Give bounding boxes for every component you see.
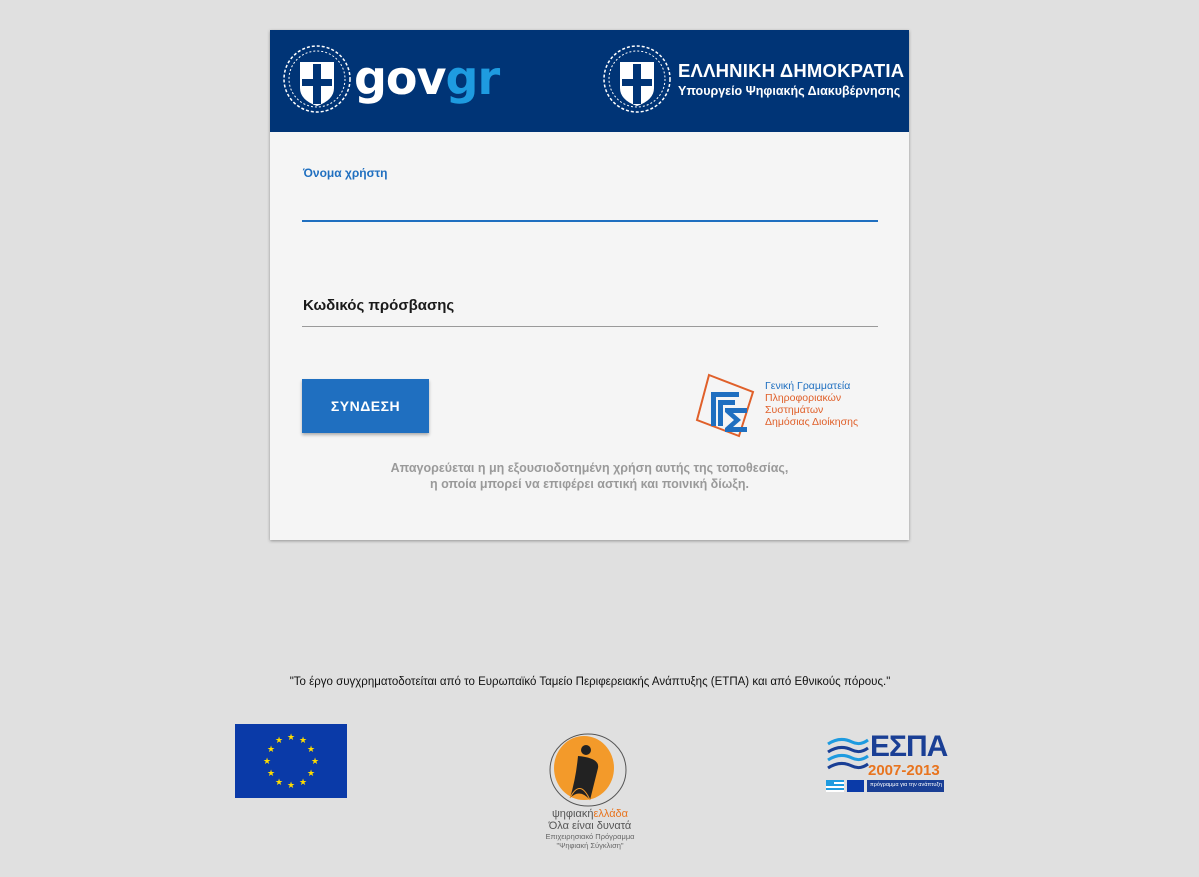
svg-text:★: ★ (262, 757, 272, 767)
republic-title-block (678, 60, 904, 98)
digital-greece-emblem-icon (520, 728, 660, 810)
svg-text:★: ★ (274, 778, 284, 788)
eu-flag-icon (235, 724, 347, 798)
legal-warning: Απαγορεύεται η μη εξουσιοδοτημένη χρήση αυτής της τοποθεσίας, η οποία μπορεί να επιφέρει αστική και ποινική δίωξη. (390, 461, 789, 491)
espa-subtitle: πρόγραμμα για την ανάπτυξη (870, 782, 942, 788)
header-banner (270, 30, 909, 132)
republic-title: ΕΛΛΗΝΙΚΗ ΔΗΜΟΚΡΑΤΙΑ (678, 60, 905, 81)
svg-text:★: ★ (286, 781, 296, 791)
svg-text:★: ★ (306, 769, 316, 779)
gspis-emblem-icon (695, 370, 759, 440)
svg-text:★: ★ (310, 757, 320, 767)
svg-text:★: ★ (298, 736, 308, 746)
svg-text:★: ★ (298, 778, 308, 788)
password-input[interactable] (302, 296, 878, 327)
svg-text:★: ★ (306, 745, 316, 755)
login-card (270, 30, 909, 540)
login-button[interactable]: ΣΥΝΔΕΣΗ (302, 379, 429, 433)
svg-text:★: ★ (286, 733, 296, 743)
svg-text:★: ★ (274, 736, 284, 746)
digital-greece-text: ψηφιακήελλάδα Όλα είναι δυνατά Επιχειρησιακό Πρόγραμμα "Ψηφιακή Σύγκλιση" (545, 808, 635, 850)
username-label: Όνομα χρήστη (303, 166, 388, 180)
digital-greece-logo (520, 728, 670, 858)
greek-emblem-icon (282, 44, 352, 114)
gspis-logo (695, 370, 875, 440)
govgr-logo: govgr (354, 51, 500, 105)
svg-text:★: ★ (266, 769, 276, 779)
espa-years: 2007-2013 (868, 762, 940, 779)
ministry-name: Υπουργείο Ψηφιακής Διακυβέρνησης (678, 84, 901, 98)
gspis-text: Γενική Γραμματεία Πληροφοριακών Συστημάτων Δημόσιας Διοίκησης (765, 380, 859, 428)
espa-logo (826, 732, 948, 796)
greek-emblem-icon (602, 44, 672, 114)
username-input[interactable] (302, 190, 878, 222)
espa-title: ΕΣΠΑ (870, 730, 948, 763)
espa-waves-icon (826, 732, 870, 778)
svg-text:★: ★ (266, 745, 276, 755)
funding-statement: "Το έργο συγχρηματοδοτείται από το Ευρωπαϊκό Ταμείο Περιφερειακής Ανάπτυξης (ΕΤΠΑ) και από Εθνικούς πόρους." (289, 676, 891, 688)
password-label: Κωδικός πρόσβασης (303, 297, 455, 314)
